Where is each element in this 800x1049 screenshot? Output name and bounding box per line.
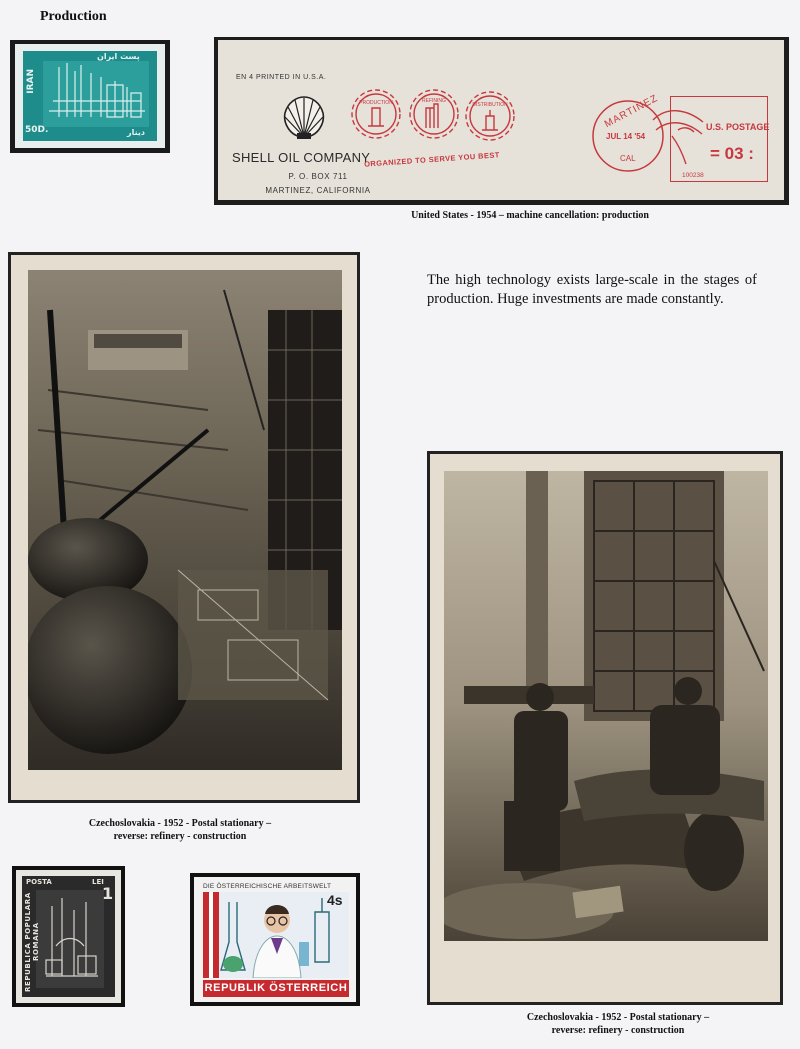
gear-label-2: DISTRIBUTION — [472, 102, 508, 108]
postmark-date: JUL 14 '54 — [606, 132, 646, 141]
postcard-refinery-construction — [8, 252, 360, 803]
austria-value: 4s — [327, 892, 343, 908]
gear-label-1: REFINING — [422, 98, 446, 104]
gear-labels-svg — [346, 78, 516, 152]
photo-right-caption-line1: Czechoslovakia - 1952 - Postal stationary – — [526, 1012, 710, 1023]
page-title: Production — [40, 9, 107, 24]
photo-left-caption-line2: reverse: refinery - construction — [113, 831, 247, 842]
eagle-icon — [648, 100, 708, 170]
iran-script-top: پست ایران — [97, 52, 140, 61]
cover-city: MARTINEZ, CALIFORNIA — [265, 186, 371, 195]
photo-left-caption — [40, 817, 320, 843]
meter-value: = 03 : — [710, 144, 754, 163]
photo-left-caption-line1: Czechoslovakia - 1952 - Postal stationary – — [88, 818, 272, 829]
shell-cover — [214, 37, 789, 205]
postmark-city: MARTINEZ — [602, 92, 661, 131]
meter-label: U.S. POSTAGE — [706, 122, 770, 132]
cover-caption: United States - 1954 – machine cancellation: production — [411, 210, 649, 221]
refinery-construction-photo — [28, 270, 342, 770]
iran-value: 50D. — [25, 125, 49, 135]
austria-series: DIE ÖSTERREICHISCHE ARBEITSWELT — [203, 883, 332, 890]
cover-printed-note: EN 4 PRINTED IN U.S.A. — [236, 74, 327, 81]
cover-company-name: SHELL OIL COMPANY — [232, 150, 371, 165]
iran-script-bottom: دینار — [127, 128, 145, 137]
iran-country-label: IRAN — [26, 69, 36, 94]
refinery-workers-photo — [444, 471, 768, 941]
postmark-state: CAL — [620, 154, 636, 163]
gear-label-0: PRODUCTION — [359, 100, 393, 106]
body-text: The high technology exists large-scale in the stages of production. Huge investments are made constantly. — [427, 272, 757, 307]
romania-country: REPUBLICA POPULARA ROMANA — [24, 892, 40, 992]
stamp-romania — [12, 866, 125, 1007]
stamp-austria — [190, 873, 360, 1006]
cover-po-box: P. O. BOX 711 — [288, 172, 348, 181]
photo-right-caption — [488, 1011, 748, 1037]
shell-logo-icon — [280, 93, 328, 141]
austria-country: REPUBLIK ÖSTERREICH — [203, 980, 349, 997]
romania-currency: LEI — [92, 878, 104, 886]
stamp-iran — [10, 40, 170, 153]
cover-slogan: ORGANIZED TO SERVE YOU BEST — [363, 150, 500, 169]
romania-posta: POSTA — [26, 878, 52, 886]
meter-number: 100238 — [682, 172, 704, 179]
romania-value: 1 — [102, 884, 114, 903]
photo-right-caption-line2: reverse: refinery - construction — [551, 1025, 685, 1036]
postcard-refinery-workers — [427, 451, 783, 1005]
